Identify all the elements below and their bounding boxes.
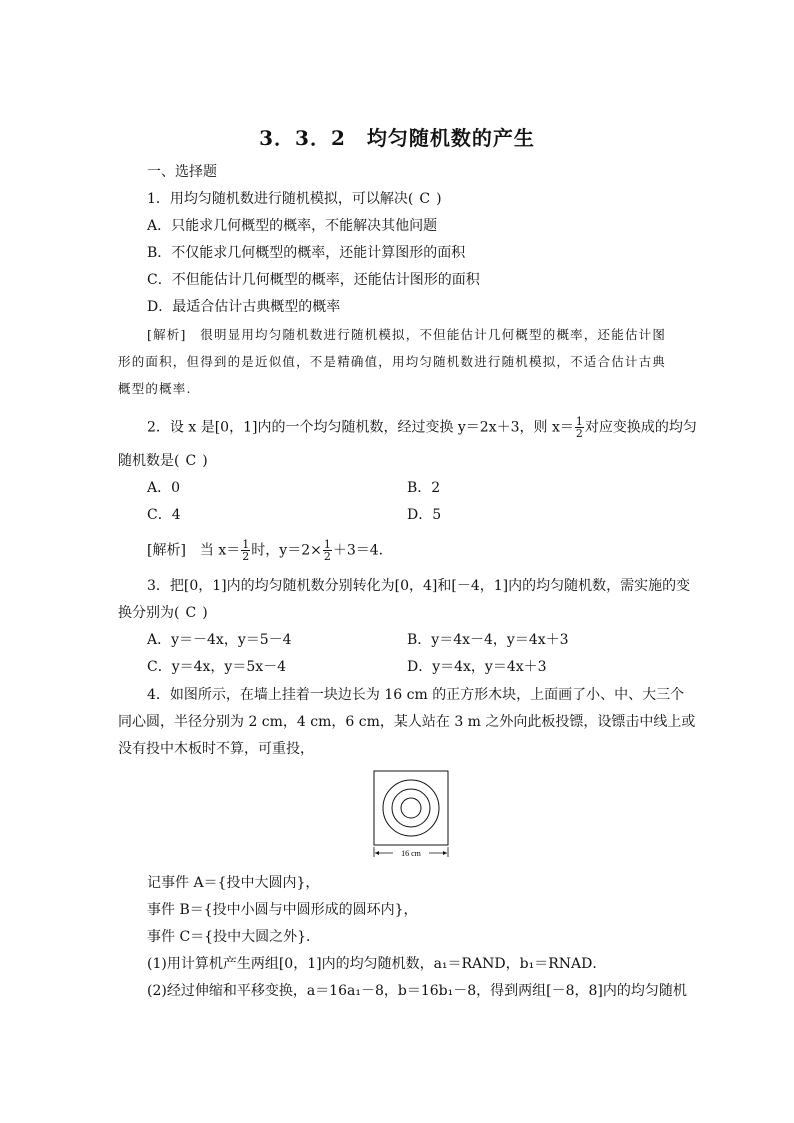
fraction-numerator: 1 — [323, 538, 331, 551]
question-2-text-c: 随机数是( — [118, 453, 180, 469]
question-2-answer: C — [185, 453, 197, 469]
page-title: 3．3．2 均匀随机数的产生 — [259, 126, 535, 150]
small-circle — [401, 798, 421, 818]
fraction-one-half — [323, 539, 332, 562]
section-heading: 一、选择题 — [147, 164, 217, 180]
question-1-option-d: D．最适合估计古典概型的概率 — [147, 299, 341, 315]
large-circle — [383, 780, 439, 836]
step-2: (2)经过伸缩和平移变换，a＝16a₁－8，b＝16b₁－8，得到两组[－8，8]内的均匀随机 — [147, 983, 687, 999]
question-2-text-b: 对应变换成的均匀 — [584, 419, 697, 436]
target-board-diagram — [373, 770, 449, 860]
question-2-solution-c: ＋3＝4. — [332, 542, 384, 559]
question-4-line-3: 没有投中木板时不算，可重投， — [118, 741, 314, 757]
dimension-label: 16 cm — [401, 849, 421, 858]
question-3-option-d: D．y＝4x，y＝4x＋3 — [407, 659, 547, 675]
question-3-option-b: B．y＝4x－4，y＝4x＋3 — [407, 632, 569, 648]
arrow-right-icon — [443, 851, 447, 855]
question-3-option-a: A．y＝－4x，y＝5－4 — [147, 632, 292, 648]
question-1-close: ) — [436, 191, 442, 207]
square-board — [374, 771, 448, 845]
question-1-option-b: B．不仅能求几何概型的概率，还能计算图形的面积 — [147, 245, 466, 261]
question-3-text-b: 换分别为( — [118, 605, 180, 621]
fraction-numerator: 1 — [575, 415, 583, 428]
question-2-solution-a: [解析] 当 x＝ — [147, 542, 241, 559]
question-3-close: ) — [202, 605, 208, 621]
arrow-left-icon — [375, 851, 379, 855]
question-2-option-d: D．5 — [407, 507, 442, 523]
question-3-stem-line-1: 3．把[0，1]内的均匀随机数分别转化为[0，4]和[－4，1]内的均匀随机数，需实施的变 — [147, 578, 691, 594]
question-1-answer: C — [419, 191, 431, 207]
step-1: (1)用计算机产生两组[0，1]内的均匀随机数，a₁＝RAND，b₁＝RNAD． — [147, 956, 607, 972]
fraction-denominator: 2 — [575, 427, 583, 440]
question-2-stem-line-2 — [118, 451, 208, 471]
fraction-denominator: 2 — [323, 550, 331, 563]
middle-circle — [392, 789, 430, 827]
fraction-one-half — [575, 416, 584, 439]
question-2-stem-line-1 — [147, 416, 697, 439]
question-2-option-a: A．0 — [147, 480, 181, 496]
fraction-numerator: 1 — [242, 538, 250, 551]
question-1-solution-line-3: 概型的概率. — [118, 381, 192, 396]
question-1-solution-line-2: 形的面积，但得到的是近似值，不是精确值，用均匀随机数进行随机模拟，不适合估计古典 — [118, 354, 667, 369]
question-3-answer: C — [185, 605, 197, 621]
question-2-close: ) — [202, 453, 208, 469]
question-1-option-a: A．只能求几何概型的概率，不能解决其他问题 — [147, 218, 438, 234]
question-2-text-a: 2．设 x 是[0，1]内的一个均匀随机数，经过变换 y＝2x＋3，则 x＝ — [147, 419, 574, 436]
fraction-one-half — [241, 539, 250, 562]
event-c: 事件 C＝{投中大圆之外}． — [147, 929, 320, 945]
question-4-line-2: 同心圆，半径分别为 2 cm，4 cm，6 cm，某人站在 3 m 之外向此板投镖，设镖击中线上或 — [118, 714, 696, 730]
question-1-text: 1．用均匀随机数进行随机模拟，可以解决( — [147, 191, 414, 207]
question-2-solution-b: 时，y＝2× — [251, 542, 322, 559]
question-1-stem — [147, 189, 442, 209]
question-2-option-c: C．4 — [147, 507, 181, 523]
question-1-solution-line-1: [解析] 很明显用均匀随机数进行随机模拟，不但能估计几何概型的概率，还能估计图 — [147, 327, 667, 342]
fraction-denominator: 2 — [242, 550, 250, 563]
question-1-option-c: C．不但能估计几何概型的概率，还能估计图形的面积 — [147, 272, 480, 288]
concentric-circles-figure — [373, 770, 449, 860]
event-b: 事件 B＝{投中小圆与中圆形成的圆环内}， — [147, 902, 418, 918]
question-2-solution — [147, 539, 383, 562]
question-3-stem-line-2 — [118, 603, 208, 623]
question-2-option-b: B．2 — [407, 480, 441, 496]
event-a: 记事件 A＝{投中大圆内}， — [147, 875, 320, 891]
question-4-line-1: 4．如图所示，在墙上挂着一块边长为 16 cm 的正方形木块，上面画了小、中、大三个 — [147, 687, 685, 703]
question-3-option-c: C．y＝4x，y＝5x－4 — [147, 659, 287, 675]
